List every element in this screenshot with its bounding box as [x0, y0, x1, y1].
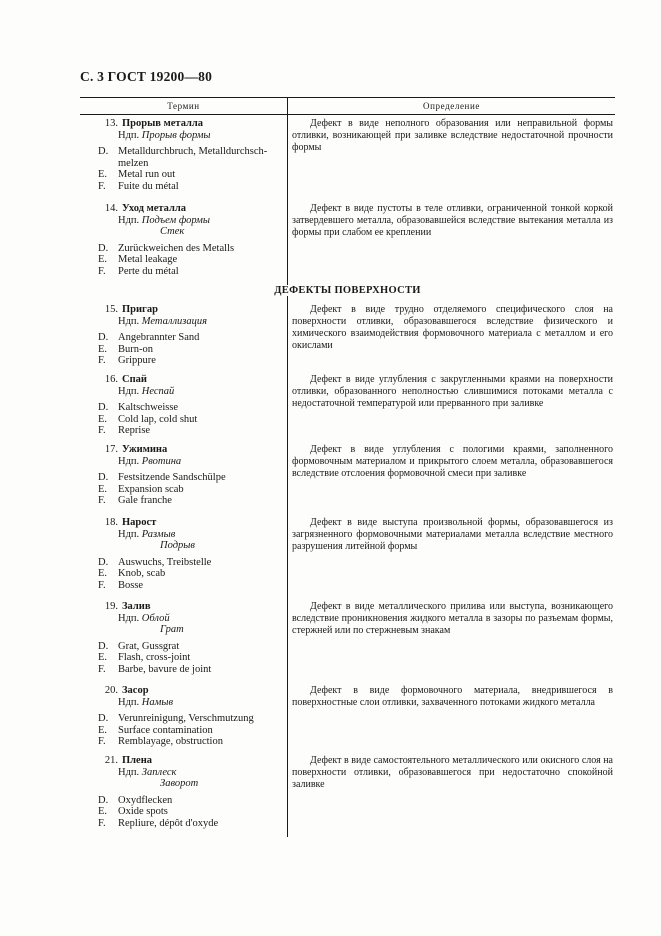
equivalent-fr — [80, 580, 280, 592]
ndp-term: Заворот — [160, 778, 199, 789]
definition-text: Дефект в виде выступа произвольной формы, образовавшегося из загрязненного формовочными материалами металла вследствие местного разрушения литейной формы — [292, 517, 613, 552]
ndp-line — [80, 226, 280, 238]
equivalent-text: Zurückweichen des Metalls — [118, 242, 235, 254]
equivalent-text: Burn-on — [118, 343, 153, 355]
equivalent-text: Grippure — [118, 355, 156, 366]
ndp-line — [80, 540, 280, 552]
equivalent-text: Expansion scab — [118, 483, 184, 495]
term-name: Нарост — [122, 517, 157, 528]
equivalent-fr — [80, 664, 280, 676]
ndp-term: Намыв — [141, 696, 173, 708]
term-name: Прорыв металла — [122, 118, 204, 129]
definition-text: Дефект в виде углубления с пологими краями, заполненного формовочным материалом и прикрытого слоем металла, образовавшегося вследствие отслоения формовочной смеси при заливке — [292, 444, 613, 479]
lang-label-fr: F. — [98, 579, 106, 591]
ndp-term: Неспай — [141, 385, 175, 397]
term-number: 13. — [104, 118, 118, 129]
equivalent-de — [80, 795, 280, 807]
ndp-label: Ндп. — [118, 766, 142, 778]
lang-label-en: E. — [98, 568, 108, 579]
ndp-label: Ндп. — [118, 612, 142, 624]
term-number: 19. — [104, 601, 118, 612]
definition-text: Дефект в виде металлического прилива или выступа, возникающего вследствие проникновения жидкого металла в зазоры по разъемам формы, стержней или по стержневым знакам — [292, 601, 613, 636]
equivalent-de — [80, 146, 280, 158]
lang-label-fr: F. — [98, 817, 106, 829]
equivalent-text: Reprise — [118, 425, 151, 436]
term-number: 21. — [104, 755, 118, 766]
equivalent-fr — [80, 818, 280, 830]
term-column — [80, 444, 280, 507]
equivalent-text: Remblayage, obstruction — [118, 736, 223, 747]
ndp-term: Размыв — [141, 528, 176, 540]
term-number: 20. — [104, 685, 118, 696]
term-column — [80, 517, 280, 591]
term-title-line — [80, 685, 280, 697]
equivalent-de — [80, 713, 280, 725]
ndp-line — [80, 456, 280, 468]
equivalent-text: Metal leakage — [118, 254, 178, 265]
equivalent-fr — [80, 736, 280, 748]
ndp-label: Ндп. — [118, 528, 142, 540]
term-number: 17. — [104, 444, 118, 455]
section-title: ДЕФЕКТЫ ПОВЕРХНОСТИ — [80, 285, 615, 296]
definition-text: Дефект в виде самостоятельного металлического или окисного слоя на поверхности отливки, образовавшегося при недостаточно спокойной заливке — [292, 755, 613, 790]
ndp-term: Рвотина — [141, 455, 182, 467]
lang-label-en: E. — [98, 806, 108, 817]
lang-label-fr: F. — [98, 495, 106, 506]
equivalent-en — [80, 484, 280, 496]
equivalent-fr — [80, 355, 280, 367]
equivalent-en — [80, 568, 280, 580]
equivalent-en — [80, 254, 280, 266]
page-header: С. 3 ГОСТ 19200—80 — [80, 69, 213, 84]
ndp-line — [80, 215, 280, 227]
lang-label-en: E. — [98, 254, 108, 265]
term-column — [80, 685, 280, 748]
term-name: Плена — [122, 755, 153, 766]
equivalent-text: Knob, scab — [118, 568, 166, 579]
column-header-definition: Определение — [423, 101, 480, 111]
lang-label-de: D. — [98, 713, 109, 724]
lang-label-de: D. — [98, 242, 109, 254]
ndp-line — [80, 316, 280, 328]
ndp-label: Ндп. — [118, 214, 142, 226]
ndp-label: Ндп. — [118, 129, 142, 141]
lang-label-en: E. — [98, 724, 108, 736]
equivalent-en — [80, 169, 280, 181]
equivalent-fr — [80, 495, 280, 507]
lang-label-de: D. — [98, 402, 109, 413]
term-name: Ужимина — [122, 444, 168, 455]
equivalent-de — [80, 332, 280, 344]
equivalent-text: Auswuchs, Treibstelle — [118, 556, 212, 568]
table-top-rule — [80, 97, 615, 98]
ndp-term: Подрыв — [160, 540, 195, 551]
term-number: 14. — [104, 203, 118, 214]
term-name: Залив — [122, 601, 151, 612]
lang-label-en: E. — [98, 169, 108, 180]
ndp-term: Прорыв формы — [141, 129, 211, 141]
equivalent-text: Grat, Gussgrat — [118, 640, 180, 652]
term-column — [80, 374, 280, 437]
term-name: Спай — [122, 374, 147, 385]
term-number: 18. — [104, 517, 118, 528]
term-title-line — [80, 517, 280, 529]
ndp-line — [80, 130, 280, 142]
equivalent-text: Kaltschweisse — [118, 402, 179, 413]
lang-label-de: D. — [98, 640, 109, 652]
term-name: Засор — [122, 685, 149, 696]
definition-text: Дефект в виде трудно отделяемого специфического слоя на поверхности отливки, образовавшегося вследствие физического и химического взаимодействия формовочного материала с металлом и его окислами — [292, 304, 613, 351]
equivalent-en — [80, 806, 280, 818]
equivalent-text: Gale franche — [118, 495, 172, 506]
term-column — [80, 118, 280, 192]
lang-label-fr: F. — [98, 265, 106, 277]
term-name: Уход металла — [122, 203, 187, 214]
definition-text: Дефект в виде углубления с закругленными краями на поверхности отливки, образованного неполностью слившимися потоками металла с недостаточной температурой или прерванного при заливке — [292, 374, 613, 409]
equivalent-en — [80, 652, 280, 664]
definition-text: Дефект в виде неполного образования или неправильной формы отливки, возникающей при заливке вследствие недостаточной прочности формы — [292, 118, 613, 153]
terms-table — [80, 97, 615, 837]
term-column — [80, 304, 280, 367]
lang-label-en: E. — [98, 343, 108, 355]
equivalent-text: Flash, cross-joint — [118, 652, 191, 663]
lang-label-de: D. — [98, 332, 109, 343]
equivalent-en — [80, 725, 280, 737]
ndp-line — [80, 767, 280, 779]
ndp-line — [80, 624, 280, 636]
ndp-line — [80, 386, 280, 398]
equivalent-de — [80, 402, 280, 414]
lang-label-en: E. — [98, 413, 108, 425]
table-header-rule — [80, 114, 615, 115]
term-name: Пригар — [122, 304, 158, 315]
ndp-term: Металлизация — [141, 315, 208, 327]
ndp-term: Грат — [160, 624, 184, 635]
ndp-label: Ндп. — [118, 315, 142, 327]
ndp-term: Заплеск — [141, 766, 177, 778]
equivalent-text: Repliure, dépôt d'oxyde — [118, 817, 219, 829]
term-number: 16. — [104, 374, 118, 385]
term-title-line — [80, 444, 280, 456]
equivalent-text: Oxide spots — [118, 806, 168, 817]
ndp-term: Стек — [160, 226, 185, 237]
ndp-label: Ндп. — [118, 696, 142, 708]
equivalent-text: Verunreinigung, Verschmutzung — [118, 713, 254, 724]
column-divider — [287, 97, 288, 837]
equivalent-de — [80, 472, 280, 484]
term-column — [80, 755, 280, 829]
term-column — [80, 203, 280, 277]
lang-label-fr: F. — [98, 663, 106, 675]
ndp-line — [80, 529, 280, 541]
equivalent-fr — [80, 266, 280, 278]
ndp-line — [80, 778, 280, 790]
term-column — [80, 601, 280, 675]
ndp-label: Ндп. — [118, 455, 142, 467]
lang-label-fr: F. — [98, 425, 106, 436]
equivalent-de — [80, 557, 280, 569]
equivalent-de — [80, 641, 280, 653]
equivalent-fr — [80, 425, 280, 437]
lang-label-de: D. — [98, 556, 109, 568]
lang-label-de: D. — [98, 146, 109, 157]
term-title-line — [80, 118, 280, 130]
equivalent-text: Metalldurchbruch, Metalldurchsch- — [118, 146, 268, 157]
equivalent-de — [80, 158, 280, 170]
term-title-line — [80, 203, 280, 215]
equivalent-text: Angebrannter Sand — [118, 332, 200, 343]
ndp-line — [80, 697, 280, 709]
lang-label-fr: F. — [98, 355, 106, 366]
ndp-line — [80, 613, 280, 625]
equivalent-de — [80, 243, 280, 255]
equivalent-text: Barbe, bavure de joint — [118, 663, 212, 675]
equivalent-text: Cold lap, cold shut — [118, 413, 198, 425]
ndp-term: Подъем формы — [141, 214, 210, 226]
term-title-line — [80, 304, 280, 316]
equivalent-text: Metal run out — [118, 169, 176, 180]
equivalent-text: Oxydflecken — [118, 794, 173, 806]
term-number: 15. — [104, 304, 118, 315]
equivalent-en — [80, 344, 280, 356]
lang-label-fr: F. — [98, 180, 106, 192]
definition-text: Дефект в виде пустоты в теле отливки, ограниченной тонкой коркой затвердевшего металла, образовавшейся вследствие вытекания металла из формы при слабом ее креплении — [292, 203, 613, 238]
lang-label-fr: F. — [98, 736, 106, 747]
lang-label-de: D. — [98, 794, 109, 806]
equivalent-text: Festsitzende Sandschülpe — [118, 472, 226, 483]
equivalent-text: Surface contamination — [118, 724, 213, 736]
equivalent-fr — [80, 181, 280, 193]
column-header-term: Термин — [167, 101, 200, 111]
lang-label-en: E. — [98, 652, 108, 663]
ndp-term: Облой — [141, 612, 170, 624]
equivalent-text: Perte du métal — [118, 265, 179, 277]
definition-text: Дефект в виде формовочного материала, внедрившегося в поверхностные слои отливки, захваченного потоками жидкого металла — [292, 685, 613, 708]
equivalent-text: Bosse — [118, 579, 144, 591]
ndp-label: Ндп. — [118, 385, 142, 397]
equivalent-text: melzen — [118, 157, 149, 169]
lang-label-en: E. — [98, 483, 108, 495]
lang-label-de: D. — [98, 472, 109, 483]
term-title-line — [80, 601, 280, 613]
term-title-line — [80, 755, 280, 767]
term-title-line — [80, 374, 280, 386]
equivalent-text: Fuite du métal — [118, 180, 179, 192]
equivalent-en — [80, 414, 280, 426]
